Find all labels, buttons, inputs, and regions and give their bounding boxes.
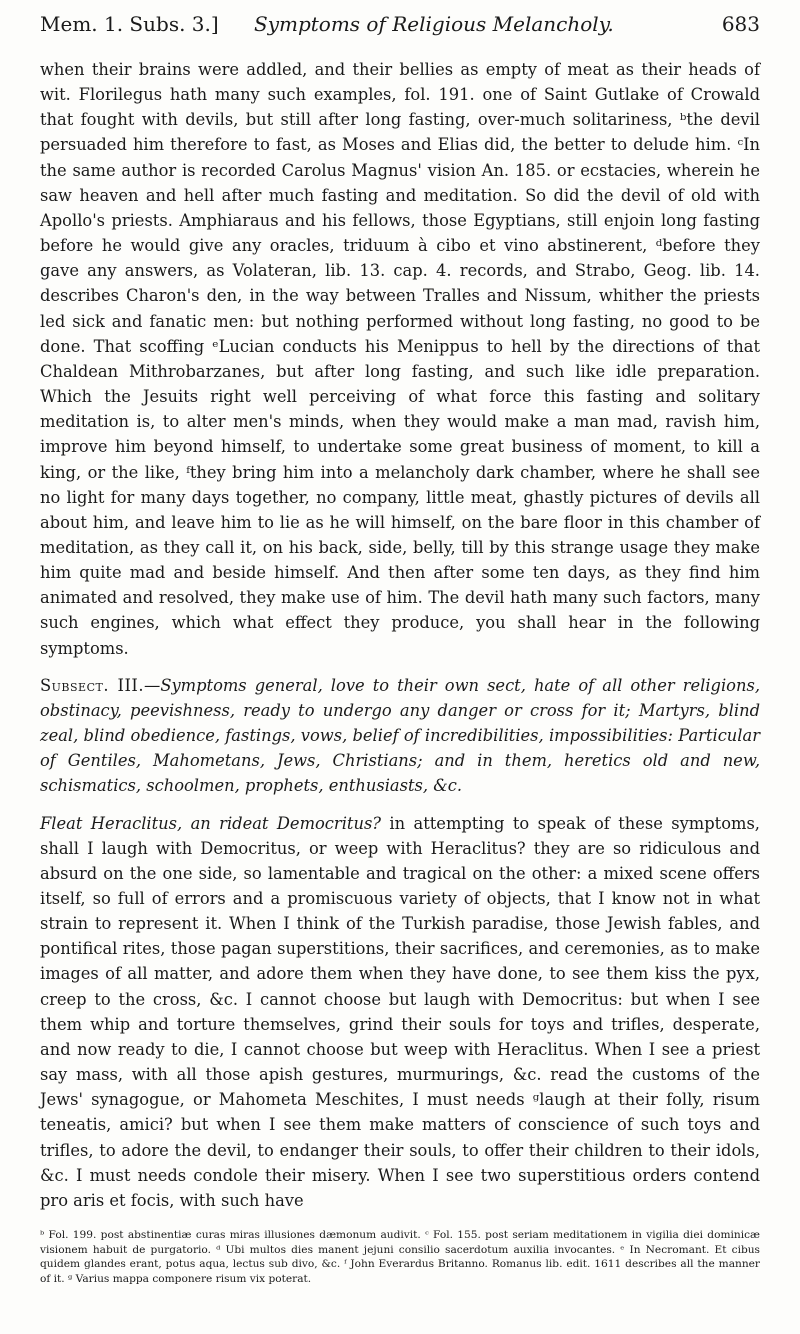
footnote-text: ᵇ Fol. 199. post abstinentiæ curas miras illusiones dæmonum audivit. ᶜ Fol. 155. post seriam meditationem in vigilia diei dominicæ visionem habuit de purgatorio. ᵈ Ubi multos dies manent jejuni consilio sacerdotum auxilia invocantes. ᵉ In Necromant. Et cibus quidem glandes erant, potus aqua, lectus sub divo, &c. ᶠ John Everardus Britanno. Romanus lib. edit. 1611 describes all the manner of it. ᵍ Varius mappa componere risum vix poterat. [40, 1229, 760, 1285]
header-title: Symptoms of Religious Melancholy. [254, 12, 614, 36]
footnotes [40, 1228, 760, 1286]
header-section-ref: Mem. 1. Subs. 3.] [40, 12, 219, 36]
subsection-heading [40, 673, 760, 799]
paragraph-lead: Fleat Heraclitus, an rideat Democritus? [40, 813, 382, 833]
running-header [40, 12, 760, 42]
subsection-title: —Symptoms general, love to their own sect, hate of all other religions, obstinacy, peevishness, ready to undergo any danger or cross for it; Martyrs, blind zeal, blind obedience, fastings, vows, belief of incredibilities, impossibilities: Particular of Gentiles, Mahometans, Jews, Christians; and in them, heretics old and new, schismatics, schoolmen, prophets, enthusiasts, &c. [40, 675, 760, 796]
paragraph-text: in attempting to speak of these symptoms, shall I laugh with Democritus, or weep with Heraclitus? they are so ridiculous and absurd on the one side, so lamentable and tragical on the other: a mixed scene offers itself, so full of errors and a promiscuous variety of objects, that I know not in what strain to represent it. When I think of the Turkish paradise, those Jewish fables, and pontifical rites, those pagan superstitions, their sacrifices, and ceremonies, as to make images of all matter, and adore them when they have done, to see them kiss the pyx, creep to the cross, &c. I cannot choose but laugh with Democritus: but when I see them whip and torture themselves, grind their souls for toys and trifles, desperate, and now ready to die, I cannot choose but weep with Heraclitus. When I see a priest say mass, with all those apish gestures, murmurings, &c. read the customs of the Jews' synagogue, or Mahometa Meschites, I must needs ᵍlaugh at their folly, risum teneatis, amici? but when I see them make matters of conscience of such toys and trifles, to adore the devil, to endanger their souls, to offer their children to their idols, &c. I must needs condole their misery. When I see two superstitious orders contend pro aris et focis, with such have [40, 813, 760, 1210]
subsection-label: Subsect. III. [40, 675, 145, 695]
page-number: 683 [721, 12, 760, 36]
page-body [40, 57, 760, 1213]
paragraph-heraclitus [40, 811, 760, 1214]
paragraph-fasting: when their brains were addled, and their bellies as empty of meat as their heads of wit. Florilegus hath many such examples, fol. 191. one of Saint Gutlake of Crowald that fought with devils, but still after long fasting, over-much solitariness, ᵇthe devil persuaded him therefore to fast, as Moses and Elias did, the better to delude him. ᶜIn the same author is recorded Carolus Magnus' vision An. 185. or ecstacies, wherein he saw heaven and hell after much fasting and meditation. So did the devil of old with Apollo's priests. Amphiaraus and his fellows, those Egyptians, still enjoin long fasting before he would give any oracles, triduum à cibo et vino abstinerent, ᵈbefore they gave any answers, as Volateran, lib. 13. cap. 4. records, and Strabo, Geog. lib. 14. describes Charon's den, in the way between Tralles and Nissum, whither the priests led sick and fanatic men: but nothing performed without long fasting, no good to be done. That scoffing ᵉLucian conducts his Menippus to hell by the directions of that Chaldean Mithrobarzanes, but after long fasting, and such like idle preparation. Which the Jesuits right well perceiving of what force this fasting and solitary meditation is, to alter men's minds, when they would make a man mad, ravish him, improve him beyond himself, to undertake some great business of moment, to kill a king, or the like, ᶠthey bring him into a melancholy dark chamber, where he shall see no light for many days together, no company, little meat, ghastly pictures of devils all about him, and leave him to lie as he will himself, on the bare floor in this chamber of meditation, as they call it, on his back, side, belly, till by this strange usage they make him quite mad and beside himself. And then after some ten days, as they find him animated and resolved, they make use of him. The devil hath many such factors, many such engines, which what effect they produce, you shall hear in the following symptoms. [40, 60, 760, 658]
